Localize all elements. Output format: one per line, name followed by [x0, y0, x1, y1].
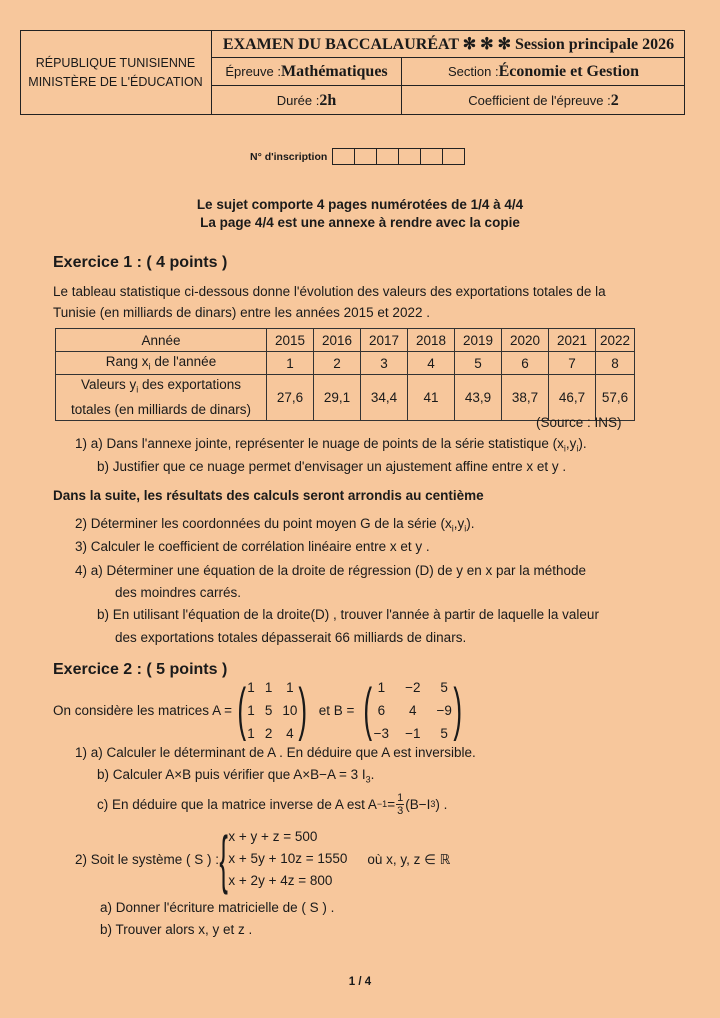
page-number: 1 / 4	[348, 976, 372, 988]
section-cell: Section : Économie et Gestion	[447, 62, 639, 80]
system-domain: où x, y, z ∈ ℝ	[367, 851, 451, 867]
table-row-years: Année 2015 2016 2017 2018 2019 2020 2021 2022	[56, 329, 635, 352]
inscription-field[interactable]	[250, 148, 465, 165]
table-row-values: Valeurs $y_i$ des exportations totales (en milliards de dinars) 27,6 29,1 34,4 41 43,9 38,7 46,7 57,6	[56, 375, 635, 421]
duree-cell: Durée : 2h	[212, 86, 402, 115]
duree-value: 2h	[319, 91, 337, 109]
ex2-title: Exercice 2 : ( 5 points )	[53, 661, 228, 678]
section-value: Économie et Gestion	[498, 62, 639, 80]
ex2-q2b: b) Trouver alors x, y et z .	[100, 922, 253, 937]
ex1-q1a: 1) a) Dans l'annexe jointe, représenter le nuage de points de la série statistique $(x_i,y_i)$.	[75, 436, 587, 454]
brace-icon: {	[219, 823, 229, 895]
ex2-et: et B =	[318, 702, 355, 718]
header-row-duration	[212, 86, 685, 115]
inscription-label: N° d'inscription	[250, 150, 328, 163]
ex2-intro: On considère les matrices A =	[53, 702, 232, 718]
ex1-q4a-1: 4) a) Déterminer une équation de la droite de régression (D) de y en x par la méthode	[75, 563, 587, 578]
ex2-q1a: 1) a) Calculer le déterminant de A . En déduire que A est inversible.	[75, 745, 476, 760]
ex2-q1c: c) En déduire que la matrice inverse de A est A −1 = $\frac{1}{3}$ (B−I 3 ) .	[97, 792, 448, 817]
ex1-q3: 3) Calculer le coefficient de corrélation linéaire entre x et y .	[75, 539, 430, 554]
ministry-name: MINISTÈRE DE L'ÉDUCATION	[28, 74, 203, 89]
ex1-q4a-2: des moindres carrés.	[115, 585, 242, 600]
inscription-boxes[interactable]	[333, 148, 465, 165]
country-name: RÉPUBLIQUE TUNISIENNE	[35, 55, 196, 70]
ex1-intro-2: Tunisie (en milliards de dinars) entre les années 2015 et 2022 .	[53, 305, 430, 320]
ex2-q1b: b) Calculer A×B puis vérifier que A×B−A = 3 $I_3$.	[97, 767, 375, 785]
coef-value: 2	[610, 91, 619, 109]
stat-table	[55, 328, 635, 421]
ex2-q2-label: 2) Soit le système ( S ) :	[75, 851, 220, 867]
coef-cell: Coefficient de l'épreuve : 2	[468, 91, 619, 109]
table-source: (Source : INS)	[536, 415, 622, 430]
epreuve-value: Mathématiques	[281, 62, 388, 80]
ex2-q2a: a) Donner l'écriture matricielle de ( S ) .	[100, 900, 335, 915]
epreuve-cell: Épreuve : Mathématiques	[212, 58, 402, 85]
system-equations: x + y + z = 500 x + 5y + 10z = 1550 x + 2y + 4z = 800	[228, 829, 348, 888]
ex1-intro-1: Le tableau statistique ci-dessous donne l'évolution des valeurs des exportations totales de la	[53, 284, 606, 299]
ex1-q1b: b) Justifier que ce nuage permet d'envisager un ajustement affine entre x et y .	[97, 459, 567, 474]
ex1-title: Exercice 1 : ( 4 points )	[53, 254, 228, 271]
ex1-q4b-2: des exportations totales dépasserait 66 milliards de dinars.	[115, 630, 467, 645]
notice-line1: Le sujet comporte 4 pages numérotées de 1/4 à 4/4	[196, 197, 524, 212]
matrix-b: ( 1 −2 5 6 4 −9 −3 −1 5 )	[363, 677, 462, 742]
matrix-a: ( 1 1 1 1 5 10 1 2 4 )	[237, 677, 308, 742]
notice-line2: La page 4/4 est une annexe à rendre avec la copie	[200, 215, 520, 230]
ex2-system	[75, 823, 451, 895]
ex1-q2: 2) Déterminer les coordonnées du point moyen G de la série $(x_i,y_i)$.	[75, 516, 475, 534]
header-institution	[20, 30, 212, 115]
exam-title: EXAMEN DU BACCALAURÉAT ✻ ✻ ✻ Session principale 2026	[212, 30, 685, 58]
fraction-one-third: $\frac{1}{3}$	[397, 792, 404, 817]
ex2-matrices	[53, 677, 467, 742]
table-row-ranks: Rang $x_i$ de l'année 1 2 3 4 5 6 7 8	[56, 352, 635, 375]
ex1-bold-note: Dans la suite, les résultats des calculs seront arrondis au centième	[53, 488, 484, 503]
header-row-subject	[212, 58, 685, 86]
ex1-q4b-1: b) En utilisant l'équation de la droite(D) , trouver l'année à partir de laquelle la valeur	[97, 607, 599, 622]
